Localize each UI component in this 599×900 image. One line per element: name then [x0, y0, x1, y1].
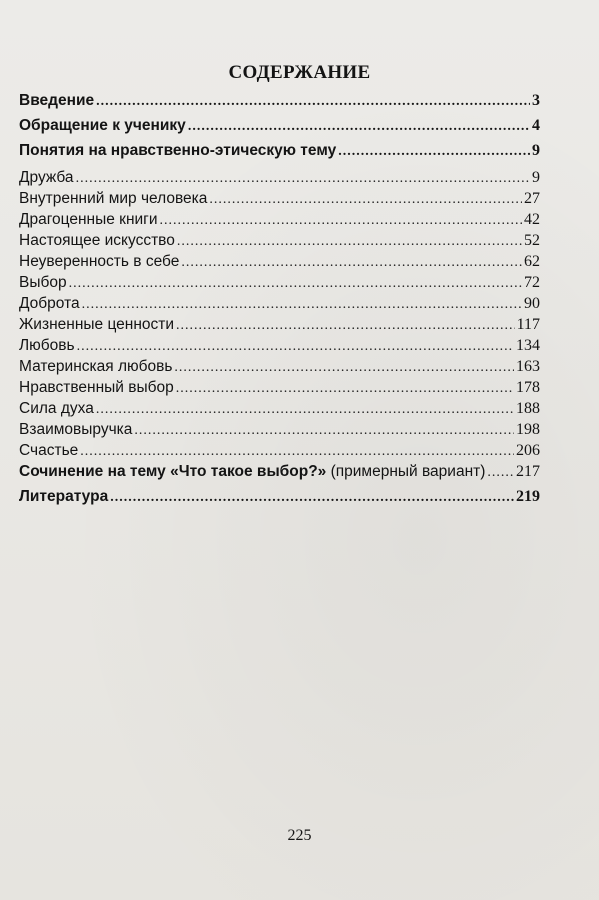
toc-entry-label: Обращение к ученику	[19, 117, 186, 134]
toc-leader-dots	[82, 295, 522, 313]
toc-leader-dots	[69, 274, 522, 292]
toc-entry-label: Жизненные ценности	[19, 316, 175, 333]
toc-entry-page: 188	[516, 400, 540, 417]
toc-leader-dots	[80, 442, 514, 460]
toc-entry-label	[19, 463, 485, 481]
toc-entry-label: Взаимовыручка	[19, 421, 133, 438]
toc-leader-dots	[96, 92, 530, 110]
toc-entry-love	[19, 337, 540, 358]
toc-leader-dots	[96, 400, 514, 418]
toc-entry-label: Счастье	[19, 442, 79, 459]
toc-leader-dots	[487, 463, 514, 481]
toc-entry-page: 42	[524, 211, 540, 228]
toc-entry-page: 90	[524, 295, 540, 312]
toc-entry-page: 72	[524, 274, 540, 291]
toc-entry-label-normal: (примерный вариант)	[326, 463, 486, 480]
toc-entry-moral-ethical-concepts	[19, 142, 540, 164]
toc-entry-label: Настоящее искусство	[19, 232, 175, 249]
toc-entry-mutual-help	[19, 421, 540, 442]
toc-entry-strength-of-spirit	[19, 400, 540, 421]
page-title: СОДЕРЖАНИЕ	[228, 62, 371, 83]
toc-entry-self-doubt	[19, 253, 540, 274]
toc-leader-dots	[134, 421, 514, 439]
toc-entry-literature	[19, 488, 540, 510]
toc-entry-moral-choice	[19, 379, 540, 400]
toc-entry-inner-world	[19, 190, 540, 211]
table-of-contents	[19, 92, 540, 510]
toc-entry-label: Дружба	[19, 169, 74, 186]
toc-entry-page: 9	[532, 169, 540, 186]
toc-entry-page: 219	[516, 488, 540, 505]
toc-entry-true-art	[19, 232, 540, 253]
toc-entry-friendship	[19, 169, 540, 190]
toc-leader-dots	[176, 379, 514, 397]
toc-entry-page: 52	[524, 232, 540, 249]
toc-entry-label: Выбор	[19, 274, 67, 291]
toc-entry-introduction	[19, 92, 540, 114]
toc-entry-page: 4	[532, 117, 540, 134]
toc-entry-label: Драгоценные книги	[19, 211, 158, 228]
toc-entry-page: 206	[516, 442, 540, 459]
toc-entry-page: 217	[516, 463, 540, 480]
toc-leader-dots	[181, 253, 522, 271]
toc-entry-label: Сила духа	[19, 400, 94, 417]
toc-entry-label: Введение	[19, 92, 95, 109]
toc-leader-dots	[176, 316, 515, 334]
toc-entry-page: 3	[532, 92, 540, 109]
toc-leader-dots	[174, 358, 514, 376]
toc-entry-kindness	[19, 295, 540, 316]
toc-leader-dots	[110, 488, 514, 506]
toc-leader-dots	[77, 337, 514, 355]
toc-entry-page: 134	[516, 337, 540, 354]
toc-entry-label: Любовь	[19, 337, 75, 354]
toc-entry-life-values	[19, 316, 540, 337]
toc-entry-page: 9	[532, 142, 540, 159]
toc-entry-maternal-love	[19, 358, 540, 379]
toc-entry-happiness	[19, 442, 540, 463]
toc-leader-dots	[188, 117, 530, 135]
toc-entry-page: 198	[516, 421, 540, 438]
toc-entry-label: Литература	[19, 488, 109, 505]
toc-entry-label: Материнская любовь	[19, 358, 173, 375]
toc-entry-label: Нравственный выбор	[19, 379, 174, 396]
toc-leader-dots	[209, 190, 522, 208]
toc-leader-dots	[76, 169, 530, 187]
page-number: 225	[287, 827, 312, 844]
toc-leader-dots	[160, 211, 523, 229]
toc-entry-label: Доброта	[19, 295, 80, 312]
toc-entry-page: 117	[516, 316, 540, 333]
toc-entry-address-to-student	[19, 117, 540, 139]
toc-entry-label: Внутренний мир человека	[19, 190, 208, 207]
toc-entry-choice	[19, 274, 540, 295]
toc-leader-dots	[177, 232, 522, 250]
toc-entry-page: 178	[516, 379, 540, 396]
toc-entry-label-bold: Сочинение на тему «Что такое выбор?»	[19, 463, 327, 480]
toc-entry-page: 27	[524, 190, 540, 207]
toc-entry-essay	[19, 463, 540, 486]
toc-entry-page: 163	[516, 358, 540, 375]
toc-entry-label: Понятия на нравственно-этическую тему	[19, 142, 337, 159]
toc-entry-precious-books	[19, 211, 540, 232]
toc-entry-label: Неуверенность в себе	[19, 253, 180, 270]
toc-entry-page: 62	[524, 253, 540, 270]
toc-leader-dots	[338, 142, 530, 160]
